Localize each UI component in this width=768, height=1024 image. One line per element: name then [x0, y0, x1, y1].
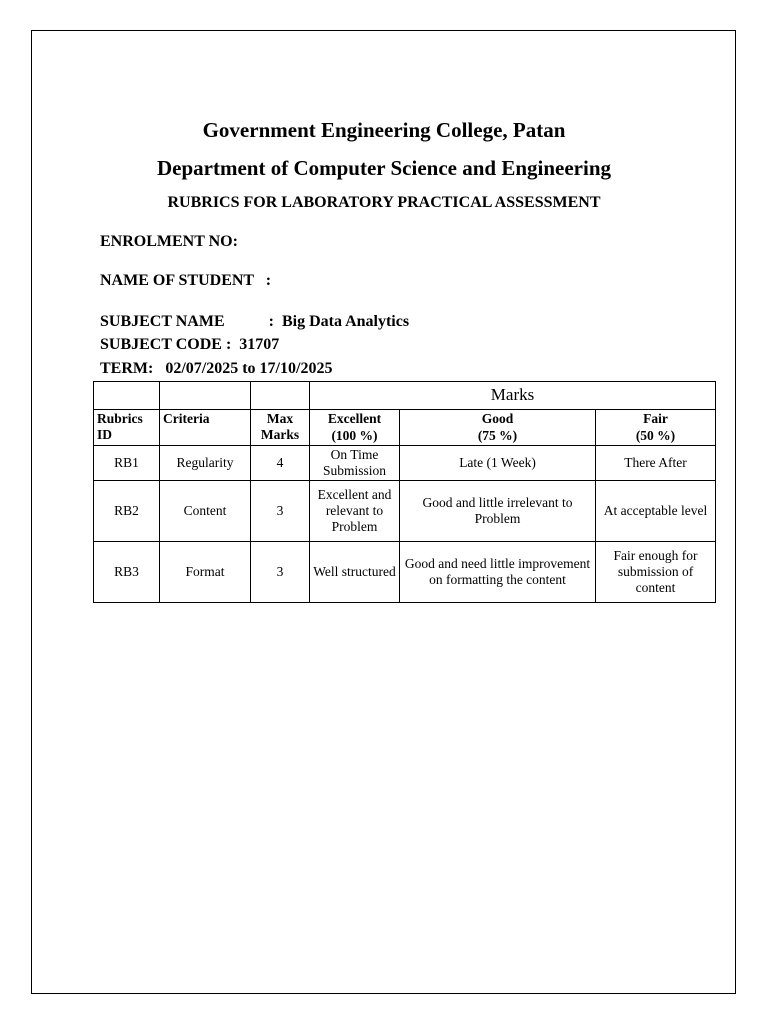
blank-cell — [160, 382, 251, 410]
excellent-cell: Excellent and relevant to Problem — [310, 481, 400, 542]
good-label: Good — [481, 411, 514, 427]
max-marks-cell: 3 — [251, 542, 310, 603]
col-excellent — [310, 410, 400, 446]
good-cell: Late (1 Week) — [400, 446, 596, 481]
subject-code-label: SUBJECT CODE : — [100, 336, 232, 353]
col-good — [400, 410, 596, 446]
col-max-marks: Max Marks — [251, 410, 310, 446]
rubric-id-cell: RB2 — [94, 481, 160, 542]
marks-header-row — [94, 382, 716, 410]
table-row — [94, 542, 716, 603]
max-marks-cell: 4 — [251, 446, 310, 481]
enrolment-label: ENROLMENT NO: — [100, 233, 238, 250]
excellent-cell: On Time Submission — [310, 446, 400, 481]
good-cell: Good and need little improvement on formatting the content — [400, 542, 596, 603]
fair-cell: There After — [596, 446, 716, 481]
blank-cell — [94, 382, 160, 410]
blank-cell — [251, 382, 310, 410]
good-cell: Good and little irrelevant to Problem — [400, 481, 596, 542]
college-name: Government Engineering College, Patan — [202, 118, 566, 142]
marks-header: Marks — [310, 382, 716, 410]
criteria-cell: Regularity — [160, 446, 251, 481]
criteria-cell: Format — [160, 542, 251, 603]
fair-label: Fair — [643, 411, 668, 427]
subject-name-label: SUBJECT NAME — [100, 313, 225, 330]
good-pct: (75 %) — [477, 427, 518, 443]
rubric-title: RUBRICS FOR LABORATORY PRACTICAL ASSESSMENT — [167, 194, 601, 211]
table-row — [94, 481, 716, 542]
subject-code-row — [100, 336, 279, 354]
subject-code-value: 31707 — [239, 336, 280, 353]
criteria-cell: Content — [160, 481, 251, 542]
subject-name-value: : Big Data Analytics — [268, 313, 410, 330]
table-row — [94, 446, 716, 481]
column-header-row — [94, 410, 716, 446]
excellent-pct: (100 %) — [331, 427, 378, 443]
rubric-id-cell: RB1 — [94, 446, 160, 481]
excellent-label: Excellent — [327, 411, 382, 427]
excellent-cell: Well structured — [310, 542, 400, 603]
col-rubrics-id: Rubrics ID — [94, 410, 160, 446]
fair-cell: Fair enough for submission of content — [596, 542, 716, 603]
student-name-label: NAME OF STUDENT : — [100, 272, 272, 289]
col-criteria: Criteria — [160, 410, 251, 446]
max-marks-cell: 3 — [251, 481, 310, 542]
term-label: TERM: — [100, 360, 154, 377]
rubrics-table — [93, 381, 716, 603]
rubric-id-cell: RB3 — [94, 542, 160, 603]
department-name: Department of Computer Science and Engineering — [157, 156, 611, 180]
fair-pct: (50 %) — [635, 427, 676, 443]
subject-name-row — [100, 313, 409, 331]
col-fair — [596, 410, 716, 446]
term-row — [100, 360, 332, 378]
term-value: 02/07/2025 to 17/10/2025 — [165, 360, 333, 377]
fair-cell: At acceptable level — [596, 481, 716, 542]
